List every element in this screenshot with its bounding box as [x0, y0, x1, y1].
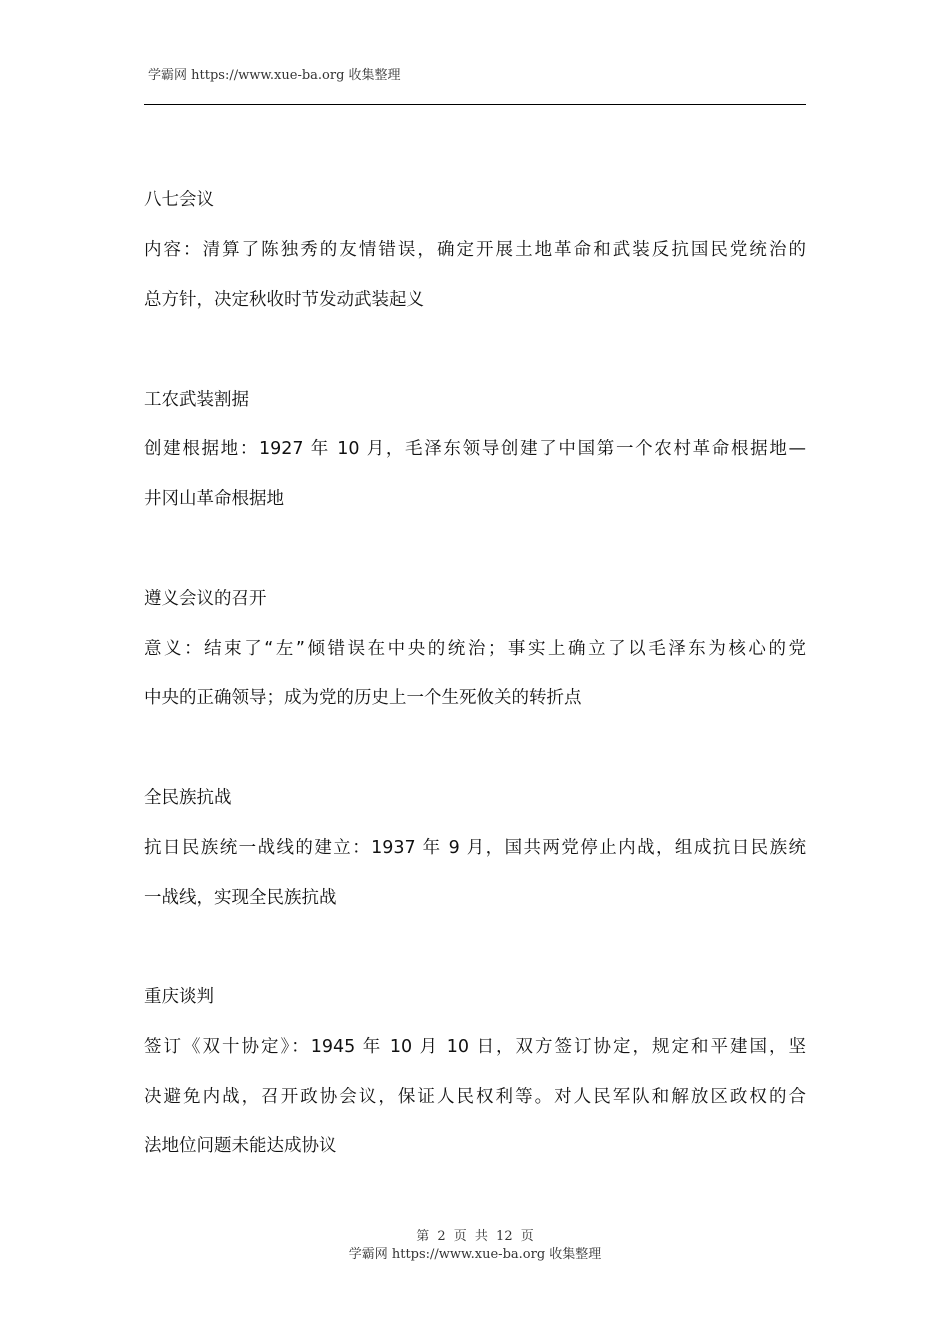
- section-heading-zunyi-meeting: 遵义会议的召开: [144, 589, 267, 609]
- section-line: 意义：结束了“左”倾错误在中央的统治；事实上确立了以毛泽东为核心的党: [144, 639, 806, 659]
- section-line: 抗日民族统一战线的建立：1937 年 9 月，国共两党停止内战，组成抗日民族统: [144, 838, 806, 858]
- header-divider: [144, 104, 806, 105]
- page-footer-text: 学霸网 https://www.xue-ba.org 收集整理: [348, 1247, 602, 1262]
- section-line: 内容：清算了陈独秀的友情错误，确定开展土地革命和武装反抗国民党统治的: [144, 240, 806, 260]
- section-heading-chongqing-negotiation: 重庆谈判: [144, 987, 214, 1007]
- section-line: 中央的正确领导；成为党的历史上一个生死攸关的转折点: [144, 688, 582, 708]
- section-line: 一战线，实现全民族抗战: [144, 888, 337, 908]
- section-line: 总方针，决定秋收时节发动武装起义: [144, 290, 424, 310]
- section-line: 创建根据地：1927 年 10 月，毛泽东领导创建了中国第一个农村革命根据地—: [144, 439, 806, 459]
- section-heading-armed-separatism: 工农武装割据: [144, 390, 249, 410]
- section-heading-bayi-meeting: 八七会议: [144, 190, 214, 210]
- page-header-text: 学霸网 https://www.xue-ba.org 收集整理: [148, 68, 401, 83]
- section-line: 法地位问题未能达成协议: [144, 1136, 337, 1156]
- section-heading-national-resistance: 全民族抗战: [144, 788, 232, 808]
- section-line: 签订《双十协定》：1945 年 10 月 10 日，双方签订协定，规定和平建国，坚: [144, 1037, 806, 1057]
- section-line: 井冈山革命根据地: [144, 489, 284, 509]
- section-line: 决避免内战，召开政协会议，保证人民权利等。对人民军队和解放区政权的合: [144, 1087, 806, 1107]
- page-number: 第 2 页 共 12 页: [416, 1229, 534, 1244]
